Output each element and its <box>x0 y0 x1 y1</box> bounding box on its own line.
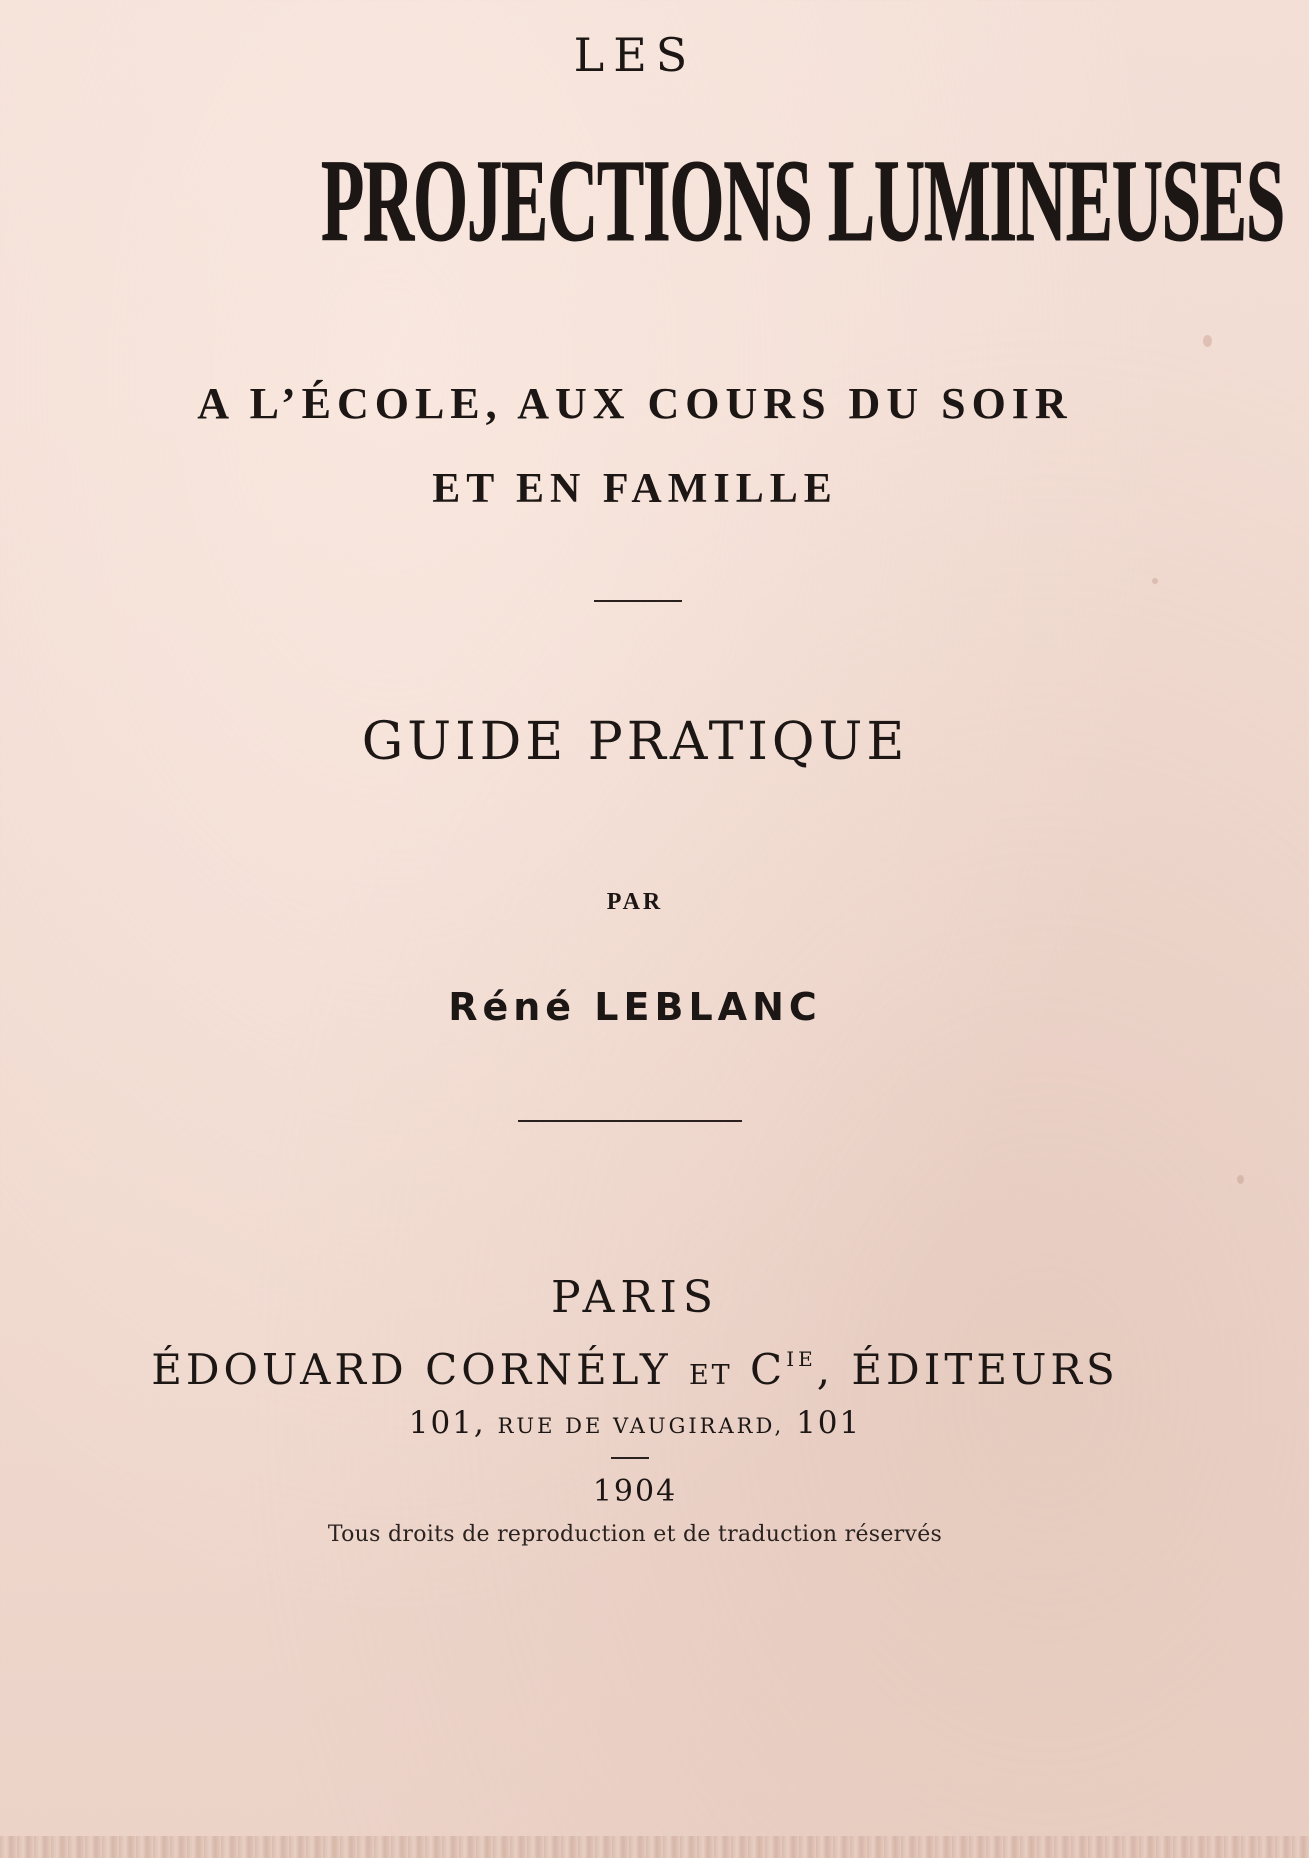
paper-foxing-spot <box>1152 578 1158 584</box>
publisher-ie: IE <box>786 1347 817 1371</box>
publisher-address <box>0 1405 1270 1441</box>
publication-city: PARIS <box>551 1272 719 1323</box>
by-label: PAR <box>606 889 664 915</box>
divider-rule-3 <box>611 1457 649 1459</box>
publisher-et: ET <box>688 1360 733 1391</box>
subtitle-line-1: A L’ÉCOLE, AUX COURS DU SOIR <box>197 379 1073 428</box>
address-number-2: 101 <box>796 1405 862 1441</box>
author-name: Réné LEBLANC <box>448 985 822 1029</box>
guide-heading: GUIDE PRATIQUE <box>361 712 909 772</box>
main-title <box>0 135 1285 266</box>
address-number-1: 101, <box>408 1405 486 1441</box>
title-article: LES <box>573 28 697 82</box>
publisher-c: C <box>750 1345 787 1394</box>
paper-foxing-spot <box>1203 335 1212 347</box>
publisher-line <box>0 1345 1270 1394</box>
paper-bottom-edge <box>0 1836 1309 1858</box>
divider-rule-1 <box>594 600 682 602</box>
rights-notice: Tous droits de reproduction et de traduction réservés <box>327 1522 943 1547</box>
paper-foxing-spot <box>1237 1175 1244 1184</box>
address-street: RUE DE VAUGIRARD, <box>497 1414 785 1438</box>
divider-rule-2 <box>518 1120 742 1122</box>
publication-year: 1904 <box>592 1474 678 1509</box>
subtitle-line-2: ET EN FAMILLE <box>432 466 838 512</box>
publisher-editeurs: , ÉDITEURS <box>816 1345 1119 1394</box>
publisher-name: ÉDOUARD CORNÉLY <box>151 1345 672 1394</box>
main-title-text: PROJECTIONS LUMINEUSES <box>321 135 1285 266</box>
